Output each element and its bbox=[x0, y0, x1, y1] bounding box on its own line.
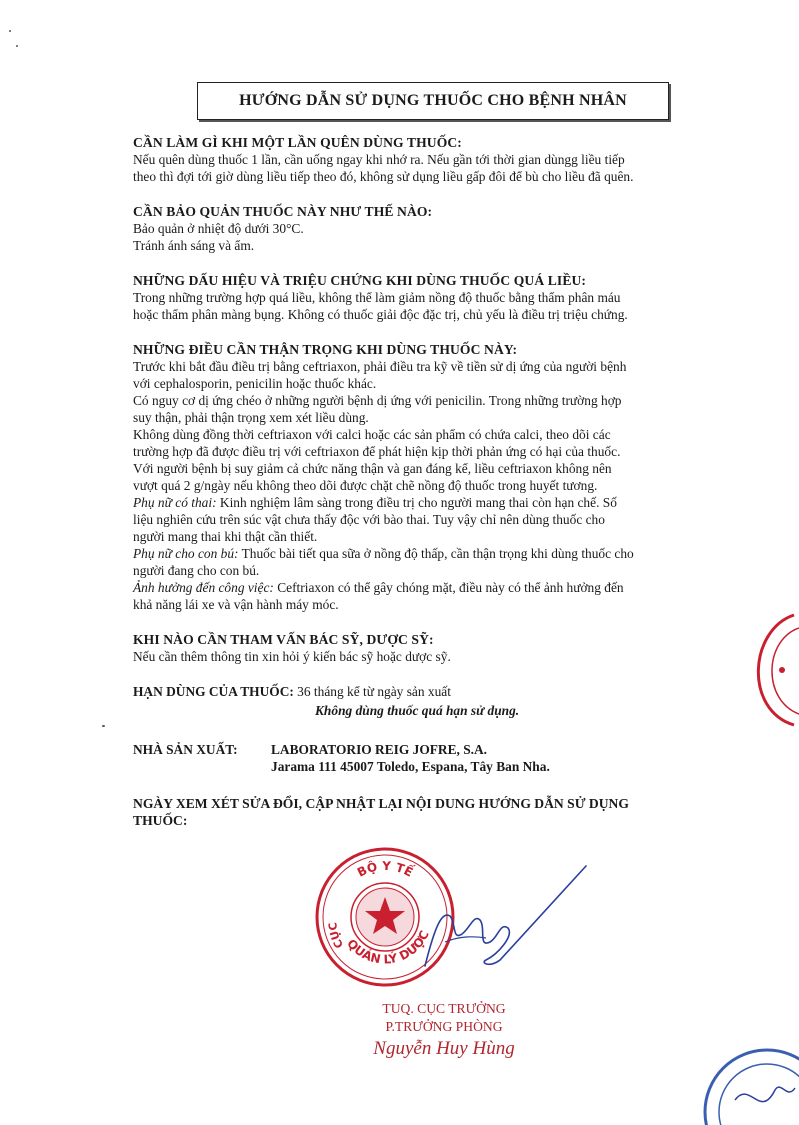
seal-left-text: CỤC bbox=[326, 921, 347, 951]
scan-speck bbox=[16, 45, 18, 47]
paragraph-line: Trong những trường hợp quá liều, không thể làm giảm nồng độ thuốc bằng thẩm phân máu bbox=[133, 290, 621, 305]
section-forgot-dose bbox=[133, 134, 723, 185]
manufacturer-address: Jarama 111 45007 Toledo, Espana, Tây Ban Nha. bbox=[271, 759, 550, 774]
document-title: HƯỚNG DẪN SỬ DỤNG THUỐC CHO BỆNH NHÂN bbox=[197, 82, 669, 120]
revision-line: NGÀY XEM XÉT SỬA ĐỔI, CẬP NHẬT LẠI NỘI DUNG HƯỚNG DẪN SỬ DỤNG bbox=[133, 796, 629, 811]
paragraph-line: khả năng lái xe và vận hành máy móc. bbox=[133, 597, 339, 612]
seal-top-text: BỘ Y TẾ bbox=[354, 858, 416, 880]
paragraph-line bbox=[133, 579, 723, 596]
manufacturer-row bbox=[133, 741, 723, 758]
section-heading: KHI NÀO CẦN THAM VẤN BÁC SỸ, DƯỢC SỸ: bbox=[133, 632, 434, 647]
expiry-label: HẠN DÙNG CỦA THUỐC: bbox=[133, 684, 294, 699]
manufacturer-label: NHÀ SẢN XUẤT: bbox=[133, 742, 238, 757]
svg-text:CỤC bbox=[326, 922, 346, 951]
section-precautions bbox=[133, 341, 723, 613]
paragraph-line: Bảo quản ở nhiệt độ dưới 30°C. bbox=[133, 221, 304, 236]
section-revision-date bbox=[133, 795, 723, 829]
paragraph-line bbox=[133, 545, 723, 562]
paragraph-line: Trước khi bắt đầu điều trị bằng ceftriaxon, phải điều tra kỹ về tiền sử dị ứng của người bệnh bbox=[133, 359, 627, 374]
partial-company-stamp bbox=[695, 1040, 799, 1125]
signatory-block bbox=[334, 1000, 554, 1058]
paragraph-line: Nếu cần thêm thông tin xin hỏi ý kiến bác sỹ hoặc dược sỹ. bbox=[133, 649, 451, 664]
section-heading: CẦN LÀM GÌ KHI MỘT LẦN QUÊN DÙNG THUỐC: bbox=[133, 135, 462, 150]
handwritten-signature bbox=[390, 856, 590, 986]
paragraph-line: hoặc thẩm phân màng bụng. Không có thuốc giải độc đặc trị, chủ yếu là điều trị triệu chứng. bbox=[133, 307, 628, 322]
scan-speck bbox=[102, 725, 105, 727]
expiry-note: Không dùng thuốc quá hạn sử dụng. bbox=[315, 703, 520, 718]
section-heading: NHỮNG ĐIỀU CẦN THẬN TRỌNG KHI DÙNG THUỐC NÀY: bbox=[133, 342, 518, 357]
section-manufacturer bbox=[133, 741, 723, 775]
paragraph-line: Tránh ánh sáng và ẩm. bbox=[133, 238, 255, 253]
paragraph-line: suy thận, phải thận trọng xem xét liều dùng. bbox=[133, 410, 369, 425]
work-effect-text: Ceftriaxon có thể gây chóng mặt, điều này có thể ảnh hưởng đến bbox=[273, 580, 624, 595]
section-heading: NHỮNG DẤU HIỆU VÀ TRIỆU CHỨNG KHI DÙNG THUỐC QUÁ LIỀU: bbox=[133, 273, 587, 288]
document-body bbox=[133, 134, 723, 829]
breastfeeding-label: Phụ nữ cho con bú: bbox=[133, 546, 239, 561]
breastfeeding-text: Thuốc bài tiết qua sữa ở nồng độ thấp, cần thận trọng khi dùng thuốc cho bbox=[238, 546, 634, 561]
paragraph-line: người mang thai khi thật cần thiết. bbox=[133, 529, 318, 544]
paragraph-line: với cephalosporin, penicilin hoặc thuốc khác. bbox=[133, 376, 377, 391]
pregnancy-label: Phụ nữ có thai: bbox=[133, 495, 217, 510]
section-storage bbox=[133, 203, 723, 254]
section-consult bbox=[133, 631, 723, 665]
paragraph-line: theo thì đợi tới giờ dùng liều tiếp theo đó, không sử dụng liều gấp đôi để bù cho liều đã quên. bbox=[133, 169, 634, 184]
revision-line: THUỐC: bbox=[133, 813, 188, 828]
paragraph-line: Nếu quên dùng thuốc 1 lần, cần uống ngay khi nhớ ra. Nếu gần tới thời gian dùngg liều tiếp bbox=[133, 152, 625, 167]
signatory-name: Nguyễn Huy Hùng bbox=[373, 1038, 515, 1059]
pregnancy-text: Kinh nghiệm lâm sàng trong điều trị cho người mang thai còn hạn chế. Số bbox=[216, 495, 617, 510]
scan-speck bbox=[9, 30, 11, 32]
section-overdose bbox=[133, 272, 723, 323]
expiry-value: 36 tháng kể từ ngày sản xuất bbox=[293, 684, 451, 699]
paragraph-line: Có nguy cơ dị ứng chéo ở những người bệnh dị ứng với penicilin. Trong những trường hợp bbox=[133, 393, 622, 408]
paragraph-line: người đang cho con bú. bbox=[133, 563, 260, 578]
manufacturer-name: LABORATORIO REIG JOFRE, S.A. bbox=[271, 742, 488, 757]
paragraph-line: liệu nghiên cứu trên súc vật chưa thấy độc với bào thai. Tuy vậy chỉ nên dùng thuốc cho bbox=[133, 512, 605, 527]
signatory-title: TUQ. CỤC TRƯỞNG bbox=[382, 1001, 506, 1016]
paragraph-line bbox=[133, 494, 723, 511]
partial-seal-stamp bbox=[734, 610, 799, 730]
signatory-position: P.TRƯỞNG PHÒNG bbox=[385, 1019, 503, 1034]
expiry-line bbox=[133, 683, 723, 700]
paragraph-line: vượt quá 2 g/ngày nếu không theo dõi được chặt chẽ nồng độ thuốc trong huyết tương. bbox=[133, 478, 598, 493]
paragraph-line: trường hợp đã được điều trị với ceftriaxon để phát hiện kịp thời phản ứng có hại của thuốc. bbox=[133, 444, 621, 459]
section-heading: CẦN BẢO QUẢN THUỐC NÀY NHƯ THẾ NÀO: bbox=[133, 204, 433, 219]
section-expiry bbox=[133, 683, 723, 719]
seal-bottom-text: QUẢN LÝ DƯỢC bbox=[344, 928, 432, 967]
paragraph-line: Với người bệnh bị suy giảm cả chức năng thận và gan đáng kể, liều ceftriaxon không nên bbox=[133, 461, 612, 476]
work-effect-label: Ảnh hưởng đến công việc: bbox=[133, 580, 274, 595]
paragraph-line: Không dùng đồng thời ceftriaxon với calci hoặc các sản phẩm có chứa calci, theo dõi các bbox=[133, 427, 611, 442]
